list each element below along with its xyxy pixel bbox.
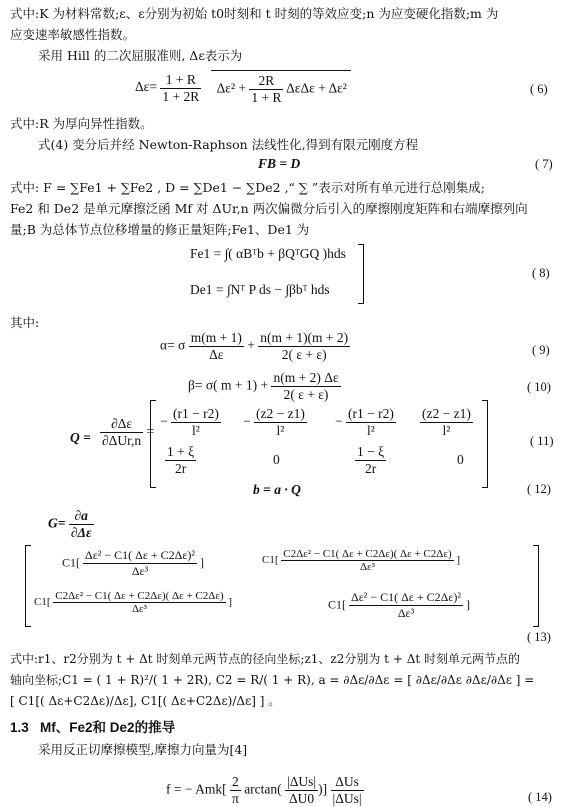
eq13-c12-pre: C1[ [262,554,279,567]
eq11-lhs-numerator: ∂Δε [100,416,143,433]
eq13-c11-den: Δε³ [131,564,149,578]
eq11-lhs-fraction: $\frac{\partial\Delta\varepsilon}{\text{∂ΔUr,n}}$ = [102,416,155,448]
text-line-assembly: 式中: F = ∑Fe1 + ∑Fe2 , D = ∑De1 − ∑De2 ,“ ∑ ”表示对所有单元进行总刚集成; [10,180,485,195]
eq6-inner-numerator: 2R [249,73,283,90]
equation-number-10: ( 10) [527,380,551,394]
equation-number-12: ( 12) [527,482,551,496]
eq10-lhs: β= σ( m + 1) + [188,377,272,393]
eq6-inner-denominator: 1 + R [251,90,282,105]
eq11-r1c2 [243,406,307,439]
eq11-r2c4: 0 [457,452,464,467]
eq13-c21-den: Δε³ [131,603,147,615]
section-title: Mf、Fe2和 De2的推导 [40,720,176,735]
eq6-sqrt-tail: ΔεΔε + Δε² [286,80,347,96]
eq11-lhs-denominator: ∂ΔUr,n [102,433,142,448]
equation-8-row1: Fe1 = ∫( αBᵀb + βQᵀGQ )hds [190,246,346,261]
equation-6 [135,70,351,106]
text-line-hill-criterion: 采用 Hill 的二次屈服准则, Δε表示为 [38,48,243,63]
eq11-r1c4-den: l² [442,423,451,438]
text-line-axial-coords: 轴向坐标;C1 = ( 1 + R)²/( 1 + 2R), C2 = R/( 1 + R), a = ∂Δε/∂Δε = [ ∂Δε/∂Δε ∂Δε/∂Δε ] = [10,673,535,687]
eq11-r1c3-den: l² [367,423,375,438]
eq13-c11-num: Δε² − C1( Δε + C2Δε)² [85,548,195,562]
equation-number-14: ( 14) [528,790,552,804]
section-number: 1.3 [10,720,29,735]
eq13-c21-frac [53,590,225,615]
eq11-r2c3 [355,444,386,477]
eq13-c12-close: ] [456,554,461,567]
eq14-f2-num: |ΔUs| [287,774,317,789]
eq13-c22-den: Δε³ [397,606,415,620]
eq11-r1c3 [335,406,396,439]
eq11-r1c2-num: (z2 − z1) [256,406,305,421]
eq13-right-bracket [533,545,539,627]
eq11-left-bracket [150,400,156,488]
eq13-c21-close: ] [228,596,233,609]
eq11-lhs-q: Q = [70,430,91,445]
eq14-frac-1 [230,774,241,807]
eq11-r1c1-frac [171,406,221,439]
eq11-r1c4-frac [420,406,473,439]
text-line-radial-coords: 式中:r1、r2分别为 t + Δt 时刻单元两节点的径向坐标;z1、z2分别为 t + Δt 时刻单元两节点的 [10,652,520,666]
eq13-c12-frac [281,548,453,573]
text-line-qizhong: 其中: [10,315,40,330]
eq11-r1c2-den: l² [276,423,285,438]
equation-14: f = − Amk[ $\frac{2}{\pi}$ arctan( $\frac{\text{|ΔUs|}}{\Delta U0}$ )] $\frac{\text{ΔUs}}{\text{|ΔUs|}}$ [166,774,362,806]
equation-8-row2: De1 = ∫Nᵀ P ds − ∫βbᵀ hds [190,282,330,297]
eq11-r2c2: 0 [273,452,280,467]
section-heading-1-3 [10,716,175,736]
equation-7: FB = D [258,156,301,171]
text-line-friction-matrix: Fe2 和 De2 是单元摩擦泛函 Mf 对 ΔUr,n 两次偏微分后引入的摩擦刚度矩阵和右端摩擦列向 [10,201,528,216]
eq13-c21-num: C2Δε² − C1( Δε + C2Δε)( Δε + C2Δε) [55,590,224,602]
eq13-c22 [328,590,470,621]
eq14-frac-3 [331,774,364,807]
eq13-c11 [62,548,204,579]
eq9-lhs: α= σ [160,337,186,353]
eq14-f1-num: 2 [230,774,241,791]
eq13-c11-close: ] [200,555,204,570]
eq11-r1c1 [160,406,221,439]
eq10-denominator: 2( ε + ε) [283,387,329,402]
eq11-lhs-frac [100,416,143,449]
equation-12: b = a · Q [253,482,301,497]
eq9-f1-numerator: m(m + 1) [190,330,242,345]
eq9-f2-numerator: n(m + 1)(m + 2) [260,330,349,345]
eq11-r1c1-num: (r1 − r2) [173,406,219,421]
eq8-right-brace [358,244,364,304]
eq11-r2c1-num: 1 + ξ [167,444,195,459]
eq11-r1c3-num: (r1 − r2) [348,406,394,421]
equation-number-7: ( 7) [535,157,553,171]
text-line-strain-rate: 应变速率敏感性指数。 [10,27,136,42]
eqg-numerator: ∂a [69,508,94,525]
eq9-f1-denominator: Δε [209,347,224,362]
eq6-fraction [160,72,201,105]
eq6-frac-numerator: 1 + R [160,72,201,89]
eq11-r1c1-den: l² [192,423,200,438]
eq11-r2c3-den: 2r [364,461,377,476]
eq14-f3-num: ΔUs [331,774,364,791]
eq13-left-bracket [25,545,31,627]
eq9-fraction-1 [189,330,244,363]
eqg-denominator: ∂Δε [70,525,92,540]
eq11-right-bracket [482,400,488,488]
eq6-sqrt [211,70,351,106]
eq13-c11-pre: C1[ [62,555,80,570]
eq6-inner-fraction [249,73,283,106]
equation-number-11: ( 11) [530,434,554,448]
equation-number-13: ( 13) [527,630,551,644]
eq11-r1c2-sign: − [243,413,251,429]
eq11-r2c3-num: 1 − ξ [357,444,385,459]
eq11-r1c4-num: (z2 − z1) [422,406,471,421]
eq14-lhs: f = − Amk [166,781,223,797]
text-line-friction-model: 采用反正切摩擦模型,摩擦力向量为[4] [38,742,248,757]
eq11-r2c1-frac [165,444,196,477]
text-line-newton-raphson: 式(4) 变分后并经 Newton-Raphson 法线性化,得到有限元刚度方程 [38,137,419,152]
equation-10 [188,370,341,403]
equation-number-6: ( 6) [530,82,548,96]
eq11-r1c3-frac [346,406,396,439]
eq11-r2c3-frac [355,444,386,477]
equation-g [48,508,94,541]
eq14-f2-den: ΔU0 [289,791,315,806]
eq13-c12 [262,548,460,573]
eq14-f1-den: π [231,791,239,806]
eqg-fraction [69,508,94,541]
text-line-strain-definition: 式中:K 为材料常数;ε、ε分别为初始 t0时刻和 t 时刻的等效应变;n 为应变硬化指数;m 为 [10,6,499,21]
eq11-r2c1-den: 2r [174,461,187,476]
eq6-lhs: Δε= [135,79,157,95]
eq13-c12-den: Δε³ [359,561,375,573]
eq14-frac-2 [285,774,318,807]
eq6-frac-denominator: 1 + 2R [162,88,200,104]
eq6-sqrt-terms: Δε² + [216,80,250,96]
eq13-c11-frac [83,548,197,579]
equation-number-9: ( 9) [532,343,550,357]
eq11-r1c1-sign: − [160,413,168,429]
eq13-c22-close: ] [466,597,470,612]
eq11-r1c4 [420,406,473,439]
equation-9 [160,330,350,363]
eq13-c21 [34,590,232,615]
eq9-plus: + [247,337,259,353]
equation-number-8: ( 8) [532,266,550,280]
eq10-fraction [271,370,340,403]
text-line-anisotropy: 式中:R 为厚向异性指数。 [10,116,153,131]
eq11-r1c2-frac [254,406,307,439]
eq13-c22-pre: C1[ [328,597,346,612]
eq9-f2-denominator: 2( ε + ε) [281,347,327,362]
eq9-fraction-2 [258,330,350,363]
eq14-arctan: arctan [244,781,278,797]
eq13-c22-frac [349,590,463,621]
eq10-numerator: n(m + 2) Δε [273,370,339,385]
text-line-correction-matrix: 量;B 为总体节点位移增量的修正量矩阵;Fe1、De1 为 [10,222,310,237]
eq11-r1c3-sign: − [335,413,343,429]
eq14-f3-den: |ΔUs| [332,791,362,806]
eq13-c12-num: C2Δε² − C1( Δε + C2Δε)( Δε + C2Δε) [283,548,452,560]
eq11-r2c1 [165,444,196,477]
eq13-c22-num: Δε² − C1( Δε + C2Δε)² [351,590,461,604]
text-line-a-vector: [ C1[( Δε+C2Δε)/Δε], C1[( Δε+C2Δε)/Δε] ] 。 [10,694,281,708]
eqg-lhs: G= [48,515,69,531]
eq13-c21-pre: C1[ [34,596,51,609]
